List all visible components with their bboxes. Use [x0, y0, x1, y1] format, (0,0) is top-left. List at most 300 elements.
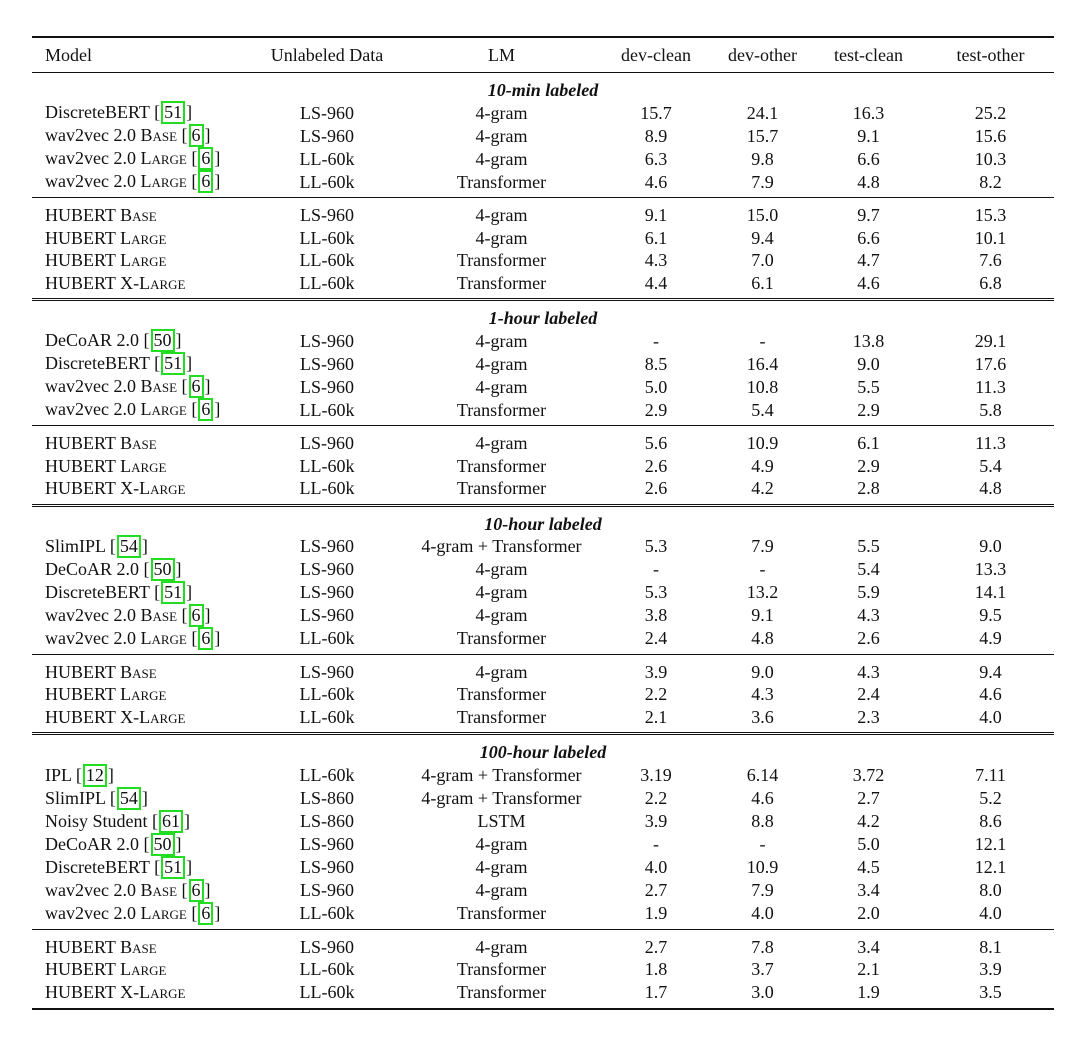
dev-clean-cell: 3.9 — [597, 655, 715, 684]
model-name: HUBERT — [45, 478, 116, 499]
citation-link[interactable]: 51 — [161, 581, 185, 604]
lm-cell: 4-gram — [475, 879, 528, 900]
table-row — [32, 426, 1054, 455]
model-name: wav2vec 2.0 — [45, 628, 136, 649]
table-row — [32, 170, 1054, 198]
unlabeled-data-cell: LS-960 — [300, 605, 354, 626]
model-cell: wav2vec 2.0 Large [ 6 ] — [45, 628, 221, 649]
unlabeled-data-cell: LS-960 — [300, 856, 354, 877]
model-name: HUBERT — [45, 433, 116, 454]
model-size: Large — [120, 959, 167, 980]
dev-other-cell: 15.7 — [746, 125, 779, 146]
unlabeled-data-cell: LS-960 — [300, 559, 354, 580]
model-size: Large — [140, 171, 187, 192]
test-clean-cell: 2.3 — [857, 706, 880, 727]
table-row — [32, 981, 1054, 1009]
section-title: 10-min labeled — [487, 80, 599, 100]
test-other-cell: 10.3 — [974, 148, 1007, 169]
lm-cell: 4-gram — [475, 376, 528, 397]
section-title: 10-hour labeled — [32, 505, 1054, 535]
model-size: Large — [120, 227, 167, 248]
model-name: HUBERT — [45, 455, 116, 476]
test-other-cell: 4.8 — [979, 478, 1002, 499]
test-other-cell: 13.3 — [974, 559, 1007, 580]
test-clean-cell: 5.4 — [857, 559, 880, 580]
citation-link[interactable]: 12 — [83, 764, 107, 787]
model-size: Large — [120, 250, 167, 271]
unlabeled-data-cell: LS-960 — [248, 929, 406, 958]
table-row — [32, 249, 1054, 271]
test-clean-cell: 9.0 — [857, 353, 880, 374]
dev-other-cell: 9.8 — [751, 148, 774, 169]
model-name: HUBERT — [45, 205, 116, 226]
citation-link[interactable]: 51 — [161, 856, 185, 879]
dev-clean-cell: 4.0 — [644, 856, 668, 877]
model-name: HUBERT — [45, 706, 116, 727]
table-row — [32, 627, 1054, 655]
unlabeled-data-cell: LL-60k — [299, 272, 355, 293]
dev-other-cell: 6.14 — [746, 764, 779, 785]
table-row — [32, 902, 1054, 930]
citation-link[interactable]: 6 — [189, 604, 204, 627]
model-cell: DeCoAR 2.0 [ 50 ] — [45, 559, 182, 580]
lm-cell: Transformer — [456, 628, 547, 649]
test-other-cell: 8.6 — [979, 810, 1002, 831]
table-row — [32, 101, 1054, 124]
unlabeled-data-cell: LS-860 — [300, 810, 354, 831]
model-cell — [32, 929, 248, 958]
table-row — [32, 604, 1054, 627]
citation-link[interactable]: 54 — [117, 535, 141, 558]
unlabeled-data-cell: LS-960 — [300, 330, 354, 351]
table-row — [32, 375, 1054, 398]
dev-other-cell: 4.8 — [751, 628, 774, 649]
unlabeled-data-cell: LS-960 — [300, 353, 354, 374]
dev-other-cell: 7.8 — [715, 929, 810, 958]
test-clean-cell: 5.9 — [857, 582, 880, 603]
table-row — [32, 856, 1054, 879]
dev-clean-cell: 2.6 — [644, 478, 668, 499]
dev-other-cell: 5.4 — [751, 399, 774, 420]
model-cell: DiscreteBERT [ 51 ] — [45, 856, 193, 877]
section-header-row — [32, 73, 1054, 102]
test-other-cell: 11.3 — [975, 376, 1006, 397]
test-clean-cell: 6.1 — [810, 426, 927, 455]
lm-cell: Transformer — [456, 455, 547, 476]
test-clean-cell: 2.6 — [857, 628, 880, 649]
model-cell: wav2vec 2.0 Base [ 6 ] — [45, 605, 211, 626]
citation-link[interactable]: 50 — [151, 833, 175, 856]
test-clean-cell: 4.6 — [857, 272, 880, 293]
model-name: DiscreteBERT — [45, 856, 150, 877]
unlabeled-data-cell: LS-860 — [300, 787, 354, 808]
lm-cell: 4-gram — [475, 833, 528, 854]
citation-link[interactable]: 51 — [161, 352, 185, 375]
model-name: wav2vec 2.0 — [45, 399, 136, 420]
lm-cell: Transformer — [456, 684, 547, 705]
header-dev-other: dev-other — [728, 44, 797, 65]
model-name: DiscreteBERT — [45, 353, 150, 374]
model-name: wav2vec 2.0 — [45, 125, 136, 146]
model-size: X-Large — [120, 981, 186, 1002]
dev-clean-cell: 5.3 — [644, 536, 668, 557]
dev-clean-cell: 3.9 — [644, 810, 668, 831]
citation-link[interactable]: 50 — [151, 329, 175, 352]
dev-clean-cell: 2.9 — [644, 399, 668, 420]
model-cell: wav2vec 2.0 Large [ 6 ] — [45, 171, 221, 192]
test-other-cell: 8.0 — [979, 879, 1002, 900]
unlabeled-data-cell: LS-960 — [300, 125, 354, 146]
test-other-cell: 8.1 — [927, 929, 1054, 958]
model-size: Large — [140, 399, 187, 420]
test-other-cell: 25.2 — [974, 102, 1007, 123]
citation-link[interactable]: 6 — [189, 879, 204, 902]
test-clean-cell: 6.6 — [857, 148, 880, 169]
model-name: DiscreteBERT — [45, 582, 150, 603]
dev-clean-cell: 3.19 — [640, 764, 672, 785]
model-name: Noisy Student — [45, 810, 148, 831]
model-cell: SlimIPL [ 54 ] — [45, 536, 148, 557]
unlabeled-data-cell: LL-60k — [299, 902, 355, 923]
dev-clean-cell: 2.7 — [644, 879, 668, 900]
model-cell — [32, 683, 248, 705]
model-size: Base — [140, 376, 178, 397]
dev-clean-cell: 5.3 — [644, 582, 668, 603]
lm-cell: 4-gram — [406, 426, 597, 455]
test-other-cell: 12.1 — [974, 833, 1007, 854]
unlabeled-data-cell: LL-60k — [299, 628, 355, 649]
test-other-cell: 15.6 — [974, 125, 1007, 146]
table-row — [32, 477, 1054, 505]
dev-other-cell: 10.9 — [715, 426, 810, 455]
dev-other-cell: 9.0 — [715, 655, 810, 684]
table-row — [32, 706, 1054, 734]
model-cell: wav2vec 2.0 Base [ 6 ] — [45, 376, 211, 397]
unlabeled-data-cell: LS-960 — [300, 536, 354, 557]
lm-cell: Transformer — [456, 959, 547, 980]
unlabeled-data-cell: LL-60k — [248, 981, 406, 1009]
test-other-cell: 9.4 — [927, 655, 1054, 684]
dev-other-cell: 16.4 — [746, 353, 779, 374]
table-row — [32, 535, 1054, 558]
test-clean-cell: 3.4 — [857, 879, 880, 900]
test-clean-cell: 5.0 — [857, 833, 880, 854]
model-cell: DeCoAR 2.0 [ 50 ] — [45, 330, 182, 351]
results-table — [32, 36, 1054, 1010]
dev-clean-cell: 4.4 — [644, 272, 668, 293]
unlabeled-data-cell: LL-60k — [299, 250, 355, 271]
lm-cell: 4-gram + Transformer — [421, 764, 582, 785]
test-clean-cell: 2.8 — [857, 478, 880, 499]
dev-other-cell: 3.7 — [751, 959, 774, 980]
lm-cell: Transformer — [456, 902, 547, 923]
model-name: HUBERT — [45, 684, 116, 705]
dev-other-cell: 7.9 — [751, 171, 774, 192]
model-size: Large — [120, 455, 167, 476]
table-row — [32, 227, 1054, 249]
model-size: Base — [120, 205, 157, 226]
test-clean-cell: 6.6 — [857, 227, 880, 248]
test-other-cell: 3.9 — [979, 959, 1002, 980]
test-other-cell: 7.6 — [979, 250, 1002, 271]
test-clean-cell: 4.5 — [857, 856, 880, 877]
table-row — [32, 787, 1054, 810]
model-cell: wav2vec 2.0 Large [ 6 ] — [45, 902, 221, 923]
unlabeled-data-cell: LS-960 — [248, 655, 406, 684]
model-cell: DiscreteBERT [ 51 ] — [45, 582, 193, 603]
dev-other-cell: - — [759, 330, 766, 351]
test-clean-cell: 4.3 — [810, 655, 927, 684]
header-row — [32, 37, 1054, 73]
lm-cell: 4-gram + Transformer — [421, 787, 582, 808]
citation-link[interactable]: 6 — [189, 375, 204, 398]
model-size: Large — [140, 628, 187, 649]
lm-cell: Transformer — [456, 478, 547, 499]
model-cell: DiscreteBERT [ 51 ] — [45, 102, 193, 123]
test-clean-cell: 3.4 — [810, 929, 927, 958]
unlabeled-data-cell: LL-60k — [299, 399, 355, 420]
dev-other-cell: 10.9 — [746, 856, 779, 877]
model-name: HUBERT — [45, 272, 116, 293]
model-cell — [32, 958, 248, 980]
header-unlabeled-data: Unlabeled Data — [270, 44, 384, 65]
dev-clean-cell: 2.6 — [644, 455, 668, 476]
test-other-cell: 4.9 — [979, 628, 1002, 649]
citation-link[interactable]: 6 — [198, 627, 213, 650]
citation-link[interactable]: 51 — [161, 101, 185, 124]
lm-cell: 4-gram — [406, 929, 597, 958]
model-name: SlimIPL — [45, 536, 106, 557]
test-clean-cell: 4.8 — [857, 171, 880, 192]
model-cell: wav2vec 2.0 Large [ 6 ] — [45, 399, 221, 420]
test-clean-cell: 13.8 — [852, 330, 885, 351]
citation-link[interactable]: 61 — [159, 810, 183, 833]
model-size: Large — [120, 684, 167, 705]
unlabeled-data-cell: LL-60k — [299, 478, 355, 499]
dev-clean-cell: 15.7 — [640, 102, 672, 123]
unlabeled-data-cell: LS-960 — [300, 582, 354, 603]
lm-cell: Transformer — [456, 399, 547, 420]
lm-cell: 4-gram — [475, 353, 528, 374]
unlabeled-data-cell: LL-60k — [299, 959, 355, 980]
unlabeled-data-cell: LL-60k — [299, 171, 355, 192]
table-row — [32, 398, 1054, 426]
model-size: Base — [140, 125, 178, 146]
model-name: DeCoAR 2.0 — [45, 330, 139, 351]
model-name: wav2vec 2.0 — [45, 171, 136, 192]
test-clean-cell: 9.1 — [857, 125, 880, 146]
dev-clean-cell: 2.2 — [644, 787, 668, 808]
model-cell: wav2vec 2.0 Base [ 6 ] — [45, 879, 211, 900]
unlabeled-data-cell: LL-60k — [299, 764, 355, 785]
unlabeled-data-cell: LS-960 — [300, 833, 354, 854]
lm-cell: Transformer — [456, 706, 547, 727]
model-size: Base — [120, 936, 157, 957]
citation-link[interactable]: 6 — [198, 170, 213, 193]
header-lm: LM — [488, 44, 515, 65]
citation-link[interactable]: 6 — [198, 147, 213, 170]
model-name: wav2vec 2.0 — [45, 148, 136, 169]
dev-clean-cell: 1.8 — [644, 959, 668, 980]
lm-cell: Transformer — [456, 272, 547, 293]
citation-link[interactable]: 6 — [189, 124, 204, 147]
table-row — [32, 581, 1054, 604]
model-size: Large — [140, 148, 187, 169]
test-other-cell: 4.0 — [979, 706, 1002, 727]
table-row — [32, 558, 1054, 581]
table-row — [32, 879, 1054, 902]
lm-cell: 4-gram — [475, 856, 528, 877]
test-clean-cell: 3.72 — [852, 764, 885, 785]
citation-link[interactable]: 54 — [117, 787, 141, 810]
table-row — [32, 929, 1054, 958]
dev-clean-cell: 5.0 — [644, 376, 668, 397]
test-other-cell: 11.3 — [927, 426, 1054, 455]
test-clean-cell: 2.7 — [857, 787, 880, 808]
unlabeled-data-cell: LL-60k — [299, 148, 355, 169]
model-size: Large — [140, 902, 187, 923]
lm-cell: 4-gram — [406, 198, 597, 227]
test-other-cell: 8.2 — [979, 171, 1002, 192]
table-row — [32, 810, 1054, 833]
test-clean-cell: 4.7 — [857, 250, 880, 271]
model-name: HUBERT — [45, 662, 116, 683]
table-row — [32, 124, 1054, 147]
model-cell — [32, 455, 248, 477]
test-other-cell: 14.1 — [974, 582, 1007, 603]
model-name: HUBERT — [45, 981, 116, 1002]
model-cell — [32, 272, 248, 300]
dev-other-cell: 24.1 — [746, 102, 779, 123]
model-cell — [32, 198, 248, 227]
model-cell — [32, 249, 248, 271]
section-header-row — [32, 734, 1054, 764]
model-cell: Noisy Student [ 61 ] — [45, 810, 191, 831]
test-other-cell: 7.11 — [975, 764, 1006, 785]
test-other-cell: 10.1 — [974, 227, 1007, 248]
dev-clean-cell: - — [653, 330, 659, 351]
lm-cell: 4-gram — [475, 582, 528, 603]
model-cell: SlimIPL [ 54 ] — [45, 787, 148, 808]
lm-cell: 4-gram — [475, 125, 528, 146]
dev-clean-cell: 6.3 — [644, 148, 668, 169]
model-cell — [32, 426, 248, 455]
dev-clean-cell: 2.4 — [644, 628, 668, 649]
model-cell — [32, 981, 248, 1009]
test-clean-cell: 5.5 — [857, 536, 880, 557]
dev-other-cell: 10.8 — [746, 376, 779, 397]
dev-clean-cell: 8.5 — [644, 353, 668, 374]
unlabeled-data-cell: LL-60k — [299, 706, 355, 727]
model-cell: DeCoAR 2.0 [ 50 ] — [45, 833, 182, 854]
header-model: Model — [45, 44, 92, 65]
lm-cell: 4-gram — [475, 227, 528, 248]
lm-cell: Transformer — [456, 250, 547, 271]
dev-other-cell: 6.1 — [751, 272, 774, 293]
dev-other-cell: 7.9 — [751, 879, 774, 900]
dev-other-cell: 4.2 — [751, 478, 774, 499]
dev-other-cell: 7.0 — [751, 250, 774, 271]
table-row — [32, 833, 1054, 856]
lm-cell: 4-gram — [406, 655, 597, 684]
dev-other-cell: 4.6 — [751, 787, 774, 808]
model-cell — [32, 655, 248, 684]
model-name: HUBERT — [45, 227, 116, 248]
test-clean-cell: 4.3 — [857, 605, 880, 626]
citation-link[interactable]: 6 — [198, 902, 213, 925]
table-row — [32, 198, 1054, 227]
lm-cell: 4-gram + Transformer — [421, 536, 582, 557]
dev-clean-cell: 5.6 — [597, 426, 715, 455]
model-name: HUBERT — [45, 936, 116, 957]
dev-other-cell: 4.3 — [751, 684, 774, 705]
test-clean-cell: 1.9 — [810, 981, 927, 1009]
model-cell: wav2vec 2.0 Large [ 6 ] — [45, 148, 221, 169]
model-size: Base — [120, 433, 157, 454]
citation-link[interactable]: 50 — [151, 558, 175, 581]
model-size: X-Large — [120, 272, 186, 293]
model-name: SlimIPL — [45, 787, 106, 808]
test-other-cell: 5.8 — [979, 399, 1002, 420]
test-other-cell: 17.6 — [974, 353, 1007, 374]
table-row — [32, 455, 1054, 477]
dev-clean-cell: 4.6 — [644, 171, 668, 192]
table-row — [32, 958, 1054, 980]
model-cell: wav2vec 2.0 Base [ 6 ] — [45, 125, 211, 146]
test-clean-cell: 2.9 — [857, 455, 880, 476]
test-other-cell: 4.6 — [979, 684, 1002, 705]
test-clean-cell: 2.0 — [857, 902, 880, 923]
model-size: Base — [140, 605, 178, 626]
unlabeled-data-cell: LL-60k — [299, 227, 355, 248]
dev-clean-cell: 2.1 — [644, 706, 668, 727]
test-other-cell: 6.8 — [979, 272, 1002, 293]
table-row — [32, 683, 1054, 705]
model-cell — [32, 227, 248, 249]
test-other-cell: 4.0 — [979, 902, 1002, 923]
test-other-cell: 5.2 — [979, 787, 1002, 808]
unlabeled-data-cell: LL-60k — [299, 455, 355, 476]
test-other-cell: 3.5 — [927, 981, 1054, 1009]
table-row — [32, 764, 1054, 787]
model-name: DeCoAR 2.0 — [45, 833, 139, 854]
unlabeled-data-cell: LS-960 — [300, 879, 354, 900]
model-name: HUBERT — [45, 959, 116, 980]
section-title: 100-hour labeled — [32, 734, 1054, 764]
model-size: Base — [120, 662, 157, 683]
test-other-cell: 15.3 — [927, 198, 1054, 227]
unlabeled-data-cell: LS-960 — [248, 198, 406, 227]
unlabeled-data-cell: LS-960 — [248, 426, 406, 455]
test-other-cell: 12.1 — [974, 856, 1007, 877]
test-clean-cell: 5.5 — [857, 376, 880, 397]
model-name: HUBERT — [45, 250, 116, 271]
model-name: DeCoAR 2.0 — [45, 559, 139, 580]
dev-other-cell: 9.4 — [751, 227, 774, 248]
citation-link[interactable]: 6 — [198, 398, 213, 421]
dev-clean-cell: - — [653, 833, 659, 854]
model-size: X-Large — [120, 478, 186, 499]
model-cell — [32, 477, 248, 505]
model-cell: IPL [ 12 ] — [45, 764, 114, 785]
model-name: wav2vec 2.0 — [45, 605, 136, 626]
test-clean-cell: 4.2 — [857, 810, 880, 831]
model-name: DiscreteBERT — [45, 102, 150, 123]
dev-other-cell: 9.1 — [751, 605, 774, 626]
lm-cell: Transformer — [456, 171, 547, 192]
lm-cell: Transformer — [406, 981, 597, 1009]
test-other-cell: 9.0 — [979, 536, 1002, 557]
